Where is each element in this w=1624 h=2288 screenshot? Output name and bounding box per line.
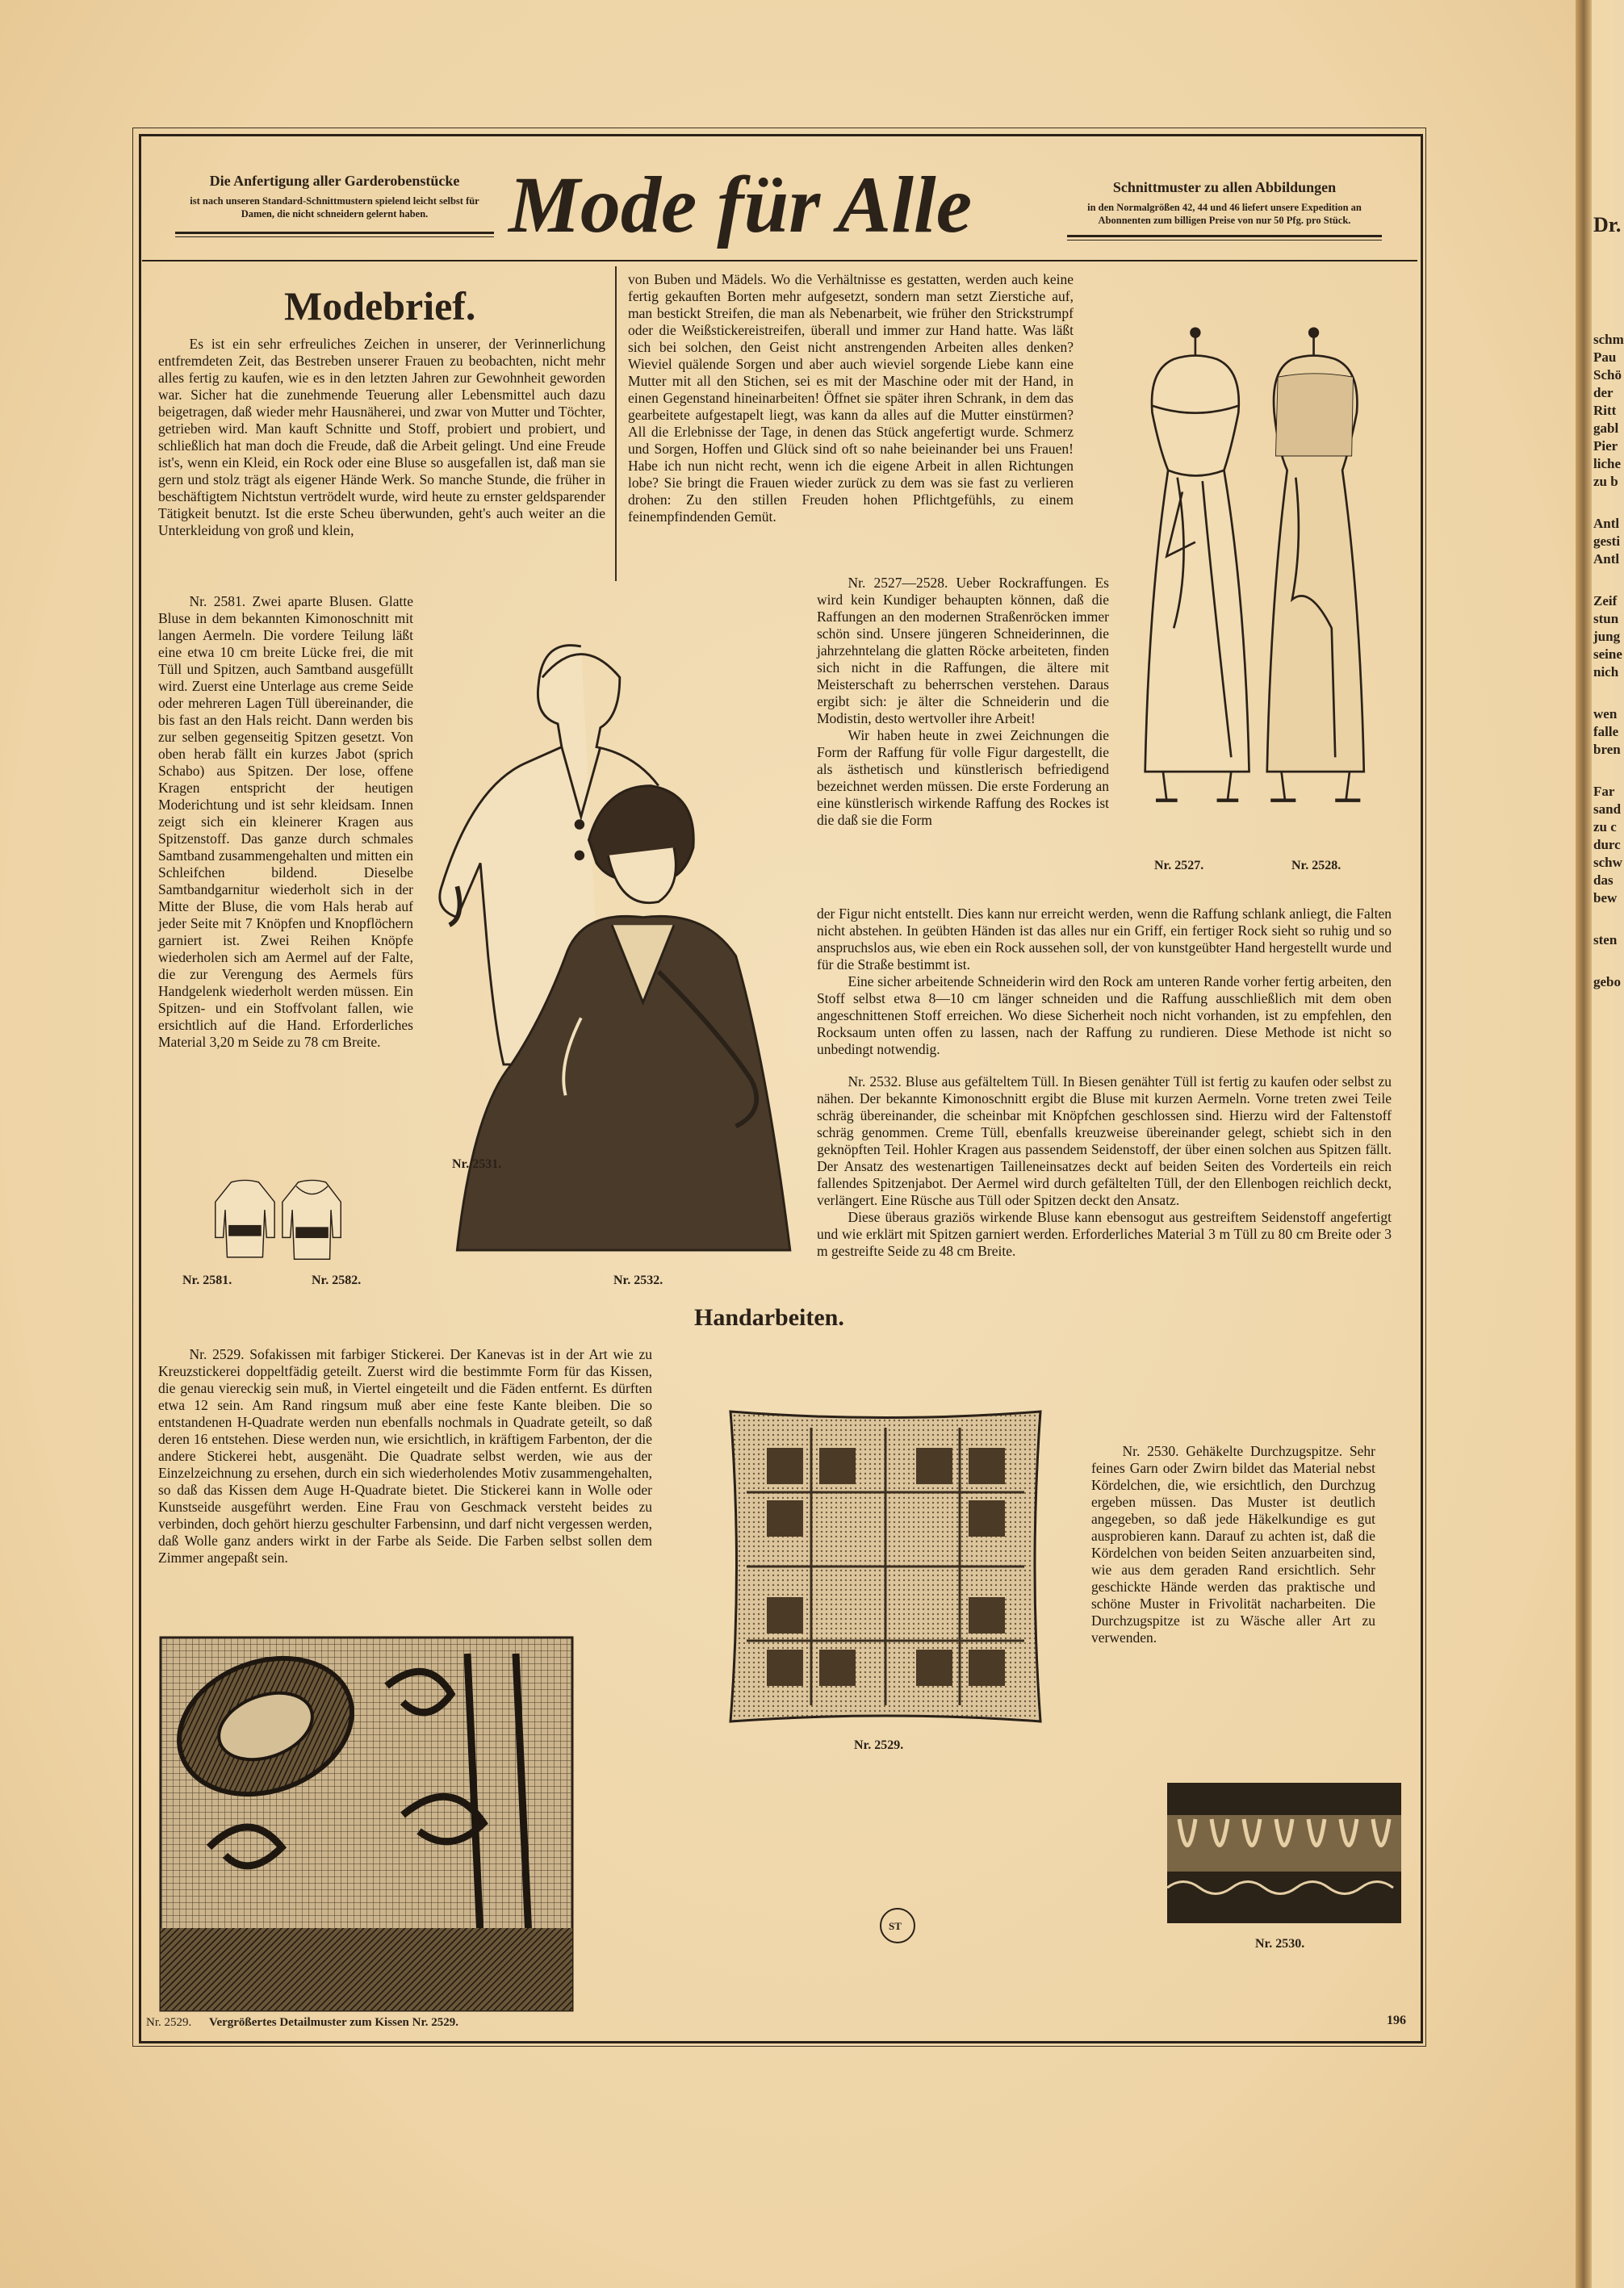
- crochet-lace-image: [1167, 1783, 1401, 1923]
- adjacent-page-fragment: das: [1593, 872, 1614, 888]
- caption-2527: Nr. 2527.: [1154, 859, 1204, 872]
- header-right-rule: [1067, 235, 1382, 241]
- caption-2581: Nr. 2581.: [182, 1274, 232, 1287]
- adjacent-page-edge: [1592, 0, 1624, 2288]
- adjacent-page-fragment: sand: [1593, 801, 1622, 817]
- article-2529: [158, 1346, 652, 1566]
- adjacent-page-fragment: jung: [1593, 629, 1621, 644]
- page-number: 196: [1387, 2014, 1406, 2027]
- masthead-title: Mode für Alle: [509, 160, 973, 249]
- adjacent-page-fragment: nich: [1593, 664, 1619, 680]
- modebrief-col1: [158, 336, 605, 539]
- sofa-cushion-image: [722, 1403, 1048, 1730]
- article-2527-p4: Eine sicher arbeitende Schneiderin wird den Rock am unteren Rande vorher fertig arbeiten, den Stoff selbst etwa 8—10 cm länger schneiden und die Raffung ausschließlich mit dem oben angeschnittenen Stoff erreichen. Wo diese Sicherheit noch nicht vorhanden, ist zu empfehlen, den Rocksaum unten offen zu lassen, nach der Raffung zu rundieren. Diese Methode ist nicht so unbedingt notwendig.: [817, 973, 1392, 1057]
- caption-2531: Nr. 2531.: [452, 1157, 502, 1171]
- article-2527-p2: Wir haben heute in zwei Zeichnungen die Form der Raffung für volle Figur dargestellt, die als ästhetisch und künstlerisch befriedigend bezeichnet werden müssen. Die erste Forderung an eine künstlerisch wirkende Raffung des Rockes ist die daß sie die Form: [817, 727, 1109, 828]
- article-2530-text: Nr. 2530. Gehäkelte Durchzugspitze. Sehr feines Garn oder Zwirn bildet das Material nebst Kördelchen, die, wie ersichtlich, den Durchzug ergeben müssen. Das Muster ist deutlich angegeben, so daß jede Häkelkundige es gut ausprobieren kann. Darauf zu achten ist, daß die Kördelchen von beiden Seiten anzuarbeiten sind, wie aus dem geraden Rand ersichtlich. Sehr geschickte Hände werden das praktische und schöne Muster in Frivolität nacharbeiten. Die Durchzugspitze ist zu Wäsche aller Art zu verwenden.: [1091, 1443, 1375, 1646]
- adjacent-page-heading: Dr.: [1593, 213, 1622, 236]
- svg-text:ST: ST: [889, 1920, 902, 1932]
- adjacent-page-fragment: Antl: [1593, 551, 1620, 567]
- adjacent-page-fragment: gabl: [1593, 420, 1619, 436]
- bottom-caption: [146, 2016, 458, 2030]
- article-2581: [158, 593, 413, 1051]
- adjacent-page-fragment: bren: [1593, 742, 1621, 757]
- article-2527-p1: Nr. 2527—2528. Ueber Rockraffungen. Es wird kein Kundiger behaupten können, daß die Raffungen an den modernen Straßenröcken immer schön sind. Unsere jüngeren Schneiderinnen, die jahrzehntelang die glatten Röcke arbeiteten, finden sich nicht in die Raffungen, die ältere mit Meisterschaft zu beherrschen verstehen. Daraus ergibt sich: je älter die Schneiderin und die Modistin, desto wertvoller ihre Arbeit!: [817, 575, 1109, 726]
- bottom-caption-text: Vergrößertes Detailmuster zum Kissen Nr. 2529.: [209, 2016, 458, 2029]
- adjacent-page-fragment: seine: [1593, 646, 1622, 662]
- adjacent-page-fragment: Far: [1593, 784, 1615, 799]
- adjacent-page-fragment: Pier: [1593, 438, 1618, 454]
- adjacent-page-fragment: liche: [1593, 456, 1621, 471]
- caption-2529: Nr. 2529.: [854, 1738, 904, 1752]
- modebrief-col2: [628, 271, 1074, 525]
- header-left-notice: [175, 173, 494, 237]
- modebrief-heading: Modebrief.: [284, 283, 476, 328]
- adjacent-page-fragment: schw: [1593, 855, 1622, 870]
- header-left-subtitle: ist nach unseren Standard-Schnittmustern spielend leicht selbst für Damen, die nicht schneidern gelernt haben.: [190, 195, 479, 220]
- adjacent-page-fragment: gebo: [1593, 974, 1621, 989]
- adjacent-page-fragment: Schö: [1593, 367, 1622, 383]
- adjacent-page-fragment: durc: [1593, 837, 1621, 852]
- header-right-notice: [1067, 179, 1382, 241]
- embroidery-detail-image: [161, 1638, 572, 2010]
- adjacent-page-fragment: stun: [1593, 611, 1619, 626]
- caption-2532: Nr. 2532.: [613, 1274, 663, 1287]
- adjacent-page-fragment: Zeif: [1593, 593, 1618, 609]
- article-2532-p2: Diese überaus graziös wirkende Bluse kann ebensogut aus gestreiftem Seidenstoff angefertigt und wie erklärt mit Spitzen garniert werden. Erforderliches Material 3 m Tüll zu 80 cm Breite oder 3 m gestreifte Seide zu 48 cm Breite.: [817, 1209, 1392, 1259]
- article-2529-text: Nr. 2529. Sofakissen mit farbiger Stickerei. Der Kanevas ist in der Art wie zu Kreuzstickerei doppeltfädig geteilt. Zuerst wird die bestimmte Form für das Kissen, die genau viereckig sein muß, in Viertel eingeteilt und die Fäden entfernt. Es dürften etwa 12 sein. Am Rand ringsum muß aber eine feste Kante bleiben. Die so entstandenen H-Quadrate werden nun ebenfalls nochmals in Quadrate geteilt, so daß deren 16 entstehen. Diese werden nun, wie ersichtlich, in kräftigem Farbenton, der die andere Stickerei hebt, ausgenäht. Die Quadrate selbst werden, wie aus der Einzelzeichnung zu ersehen, durch ein sich wiederholendes Motiv zusammengehalten, so daß das Kissen dem Auge H-Quadrate bietet. Die Stickerei kann in Wolle oder Kunstseide ausgeführt werden. Eine Frau von Geschmack versteht beides zu verbinden, doch gehört hierzu geschulter Farbensinn, und darf nicht vergessen werden, daß Wolle ganz anders wirkt in der Farbe als Seide. Die Farben selbst sollen dem Zimmer angepaßt sein.: [158, 1346, 652, 1566]
- adjacent-page-fragment: falle: [1593, 724, 1619, 739]
- blouse-2581-back: [216, 1180, 274, 1257]
- dress-form-2528: [1267, 328, 1364, 801]
- article-2532-p1: Nr. 2532. Bluse aus gefälteltem Tüll. In Biesen genähter Tüll ist fertig zu kaufen oder selbst zu nähen. Der bekannte Kimonoschnitt ergibt die Bluse mit kurzen Aermeln. Vorne treten zwei Teile schräg übereinander, die scheinbar mit Knöpfchen geschlossen sind. Hierzu wird der Faltenstoff schräg genommen. Creme Tüll, ebenfalls kreuzweise übereinander gelegt, schiebt sich in den geknöpften Teil. Hohler Kragen aus passendem Seidenstoff, der über einen solchen aus Spitzen fällt. Der Ansatz des westenartigen Tailleneinsatzes deckt auf beiden Seiten des Vorderteils ein reich fallendes Spitzenjabot. Der Aermel wird durch gefältelten Tüll, der den Ellenbogen reichlich deckt, verlängert. Eine Rüsche aus Tüll oder Spitzen deckt den Ansatz.: [817, 1073, 1392, 1208]
- article-2527-2528: [817, 575, 1109, 829]
- adjacent-page-fragment: der: [1593, 385, 1614, 400]
- adjacent-page-fragment: gesti: [1593, 533, 1621, 549]
- article-2581-text: Nr. 2581. Zwei aparte Blusen. Glatte Bluse in dem bekannten Kimonoschnitt mit langen Aermeln. Die vordere Teilung läßt eine etwa 10 cm breite Lücke frei, die mit Tüll und Spitzen, auch Samtband ausgefüllt wird. Zuerst eine Unterlage aus creme Seide oder mehreren Lagen Tüll übereinander, die bis fast an den Hals reicht. Dann werden bis zur selben gegenseitig Spitzen gesetzt. Von oben herab fällt ein kurzes Jabot (sprich Schabo) aus Spitzen. Der lose, offene Kragen entspricht der heutigen Moderichtung und ist sehr kleidsam. Innen zeigt sich ein kleinerer Kragen aus Spitzenstoff. Das ganze durch schmales Samtband zusammengehalten und mitten ein Schleifchen bildend. Dieselbe Samtbandgarnitur wiederholt sich in der Mitte der Bluse, die vom Hals herab auf jeder Seite mit 7 Knöpfen und Knopflöchern garniert ist. Zwei Reihen Knöpfe wiederholen sich am Aermel auf der Falte, die zur Verengung des Aermels fürs Handgelenk wiederholt werden müssen. Ein Spitzen- und ein Stoffvolant fallen, wie ersichtlich auf die Hand. Erforderliches Material 3,20 m Seide zu 78 cm Breite.: [158, 593, 413, 1050]
- adjacent-page-text: [1592, 331, 1624, 991]
- binding-spine: [1576, 0, 1592, 2288]
- header-divider: [142, 260, 1417, 261]
- adjacent-page-fragment: wen: [1593, 706, 1618, 722]
- column-divider: [615, 266, 617, 581]
- adjacent-page-fragment: zu c: [1593, 819, 1617, 834]
- header-right-title: Schnittmuster zu allen Abbildungen: [1112, 179, 1337, 195]
- dress-form-2527: [1145, 328, 1249, 801]
- adjacent-page-fragment: sten: [1593, 932, 1618, 947]
- adjacent-page-fragment: zu b: [1593, 474, 1618, 489]
- modebrief-paragraph-2: von Buben und Mädels. Wo die Verhältnisse es gestatten, werden auch keine fertig gekauften Borten mehr aufgesetzt, sondern man setzt Zierstiche auf, man bestickt Streifen, die man als Nebenarbeit, wie früher den Strickstrumpf oder die Weißstickereistreifen, überall und immer zur Hand hatte. Was läßt sich bei solchen, den Geist nicht anstrengenden Arbeiten alles denken? Wieviel quälende Sorgen und aber auch wieviel sorgende Liebe kann eine Mutter mit all den Stichen, sei es mit der Maschine oder mit der Hand, in einen Gegenstand hineinarbeiten! Öffnet sie später ihren Schrank, in dem das gearbeitete aufgestapelt liegt, was kann da alles auf die Mutter einstürmen? All die Erlebnisse der Tage, in denen das Stück angefertigt wurde. Schmerz und Sorgen, Hoffen und Glück sind oft so nahe beieinander bei uns Frauen! Habe ich nun nicht recht, wenn ich die eigene Arbeit in allen Richtungen lobe? Sie bringt die Frauen wieder zurück zu dem was sie fast zu verlieren drohen: Zu den stillen Freuden hohen Pflichtgefühls, zu einem feinempfindenden Gemüt.: [628, 271, 1074, 525]
- small-blouses-illustration: [178, 1178, 379, 1267]
- header-left-title: Die Anfertigung aller Garderobenstücke: [209, 173, 460, 189]
- article-2532: [817, 1073, 1392, 1260]
- adjacent-page-fragment: Pau: [1593, 349, 1617, 365]
- header-right-subtitle: in den Normalgrößen 42, 44 und 46 liefert unsere Expedition an Abonnenten zum billigen Preise von nur 50 Pfg. pro Stück.: [1087, 202, 1362, 226]
- caption-2582: Nr. 2582.: [312, 1274, 362, 1287]
- adjacent-page-fragment: Ritt: [1593, 403, 1617, 418]
- blouse-2582-back: [283, 1180, 341, 1259]
- adjacent-page-fragment: schm: [1593, 332, 1624, 347]
- header-left-rule: [175, 232, 494, 237]
- article-2527-2528-cont: [817, 906, 1392, 1058]
- adjacent-page-fragment: Antl: [1593, 516, 1620, 531]
- caption-2528: Nr. 2528.: [1291, 859, 1341, 872]
- adjacent-page-fragment: bew: [1593, 890, 1618, 906]
- article-2530: [1091, 1443, 1375, 1646]
- skirt-draping-illustration: [1124, 323, 1382, 847]
- article-2527-p3: der Figur nicht entstellt. Dies kann nur erreicht werden, wenn die Raffung schlank anliegt, die Falten nicht abstehen. In geübten Händen ist das alles nur ein Griff, ein fertiger Rock sieht so ruhig und so anspruchslos aus, wie eben ein Rock aussehen soll, der von kunstgeübter Hand hergestellt wurde und für die Straße bestimmt ist.: [817, 906, 1392, 973]
- publisher-logo-icon: [880, 1908, 915, 1943]
- caption-2530: Nr. 2530.: [1255, 1937, 1305, 1951]
- bottom-caption-number: Nr. 2529.: [146, 2016, 192, 2029]
- handarbeiten-heading: Handarbeiten.: [694, 1304, 844, 1331]
- modebrief-paragraph-1: Es ist ein sehr erfreuliches Zeichen in unserer, der Verinnerlichung entfremdeten Zeit, das Bestreben unserer Frauen zu beobachten, nicht mehr alles fertig zu kaufen, wie es in den letzten Jahren zur Gewohnheit geworden war. Sicher hat die zunehmende Teuerung aller Lebensmittel auch dazu beigetragen, daß wieder mehr Hausnäherei, und zwar von Mutter und Töchter, getrieben wird. Man kauft Schnitte und Stoff, probiert und probiert, und schließlich hat man doch die Freude, daß die Arbeit gelingt. Und eine Freude ist's, wenn ein Kleid, ein Rock oder eine Bluse so ausgefallen ist, daß man sie gern und stolz trägt als eigener Hände Werk. So manche Stunde, die früher in beschäftigtem Nichtstun vertrödelt wurde, wird heute zu ernster geldsparender Tätigkeit benutzt. Ist die erste Scheu überwunden, geht's auch weiter an die Unterkleidung von groß und klein,: [158, 336, 605, 538]
